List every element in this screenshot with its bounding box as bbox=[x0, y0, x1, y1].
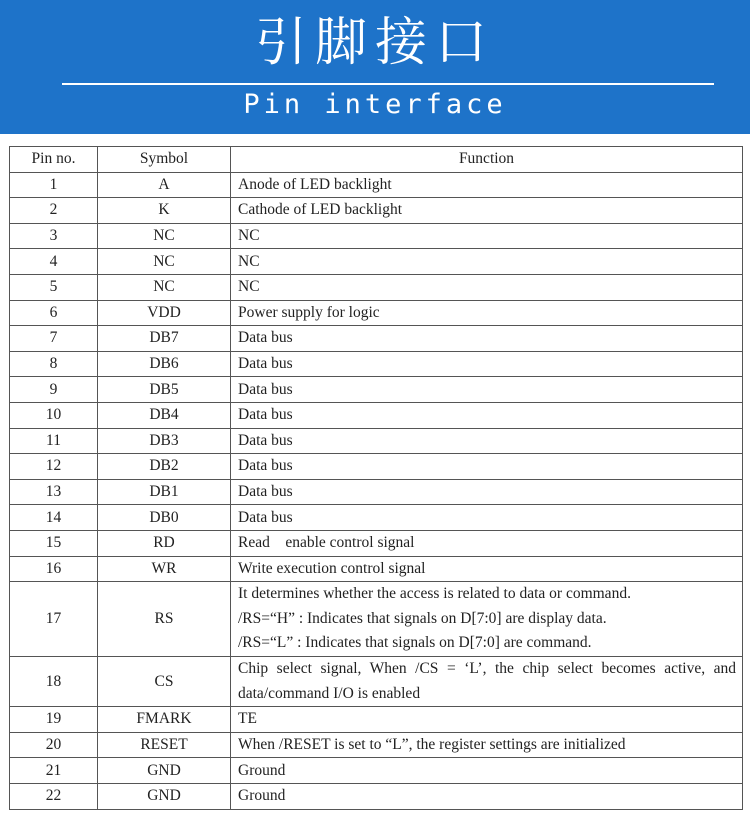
pin-table bbox=[9, 146, 743, 810]
pin-number: 2 bbox=[10, 198, 98, 224]
table-row bbox=[10, 402, 743, 428]
table-row bbox=[10, 530, 743, 556]
header-banner bbox=[0, 0, 750, 134]
pin-symbol: RESET bbox=[98, 732, 231, 758]
pin-symbol: FMARK bbox=[98, 707, 231, 733]
pin-function-line: NC bbox=[238, 278, 260, 296]
page-title: 引脚接口 bbox=[254, 13, 495, 73]
pin-function bbox=[231, 351, 743, 377]
pin-number: 9 bbox=[10, 377, 98, 403]
pin-table-body bbox=[10, 172, 743, 809]
pin-number: 13 bbox=[10, 479, 98, 505]
table-row bbox=[10, 326, 743, 352]
pin-function bbox=[231, 223, 743, 249]
column-header-symbol: Symbol bbox=[98, 147, 231, 173]
pin-symbol: DB1 bbox=[98, 479, 231, 505]
pin-function-line: Data bus bbox=[238, 406, 293, 424]
pin-number: 15 bbox=[10, 530, 98, 556]
column-header-pin: Pin no. bbox=[10, 147, 98, 173]
pin-symbol: GND bbox=[98, 758, 231, 784]
pin-number: 17 bbox=[10, 582, 98, 657]
pin-symbol: DB4 bbox=[98, 402, 231, 428]
pin-number: 8 bbox=[10, 351, 98, 377]
table-row bbox=[10, 428, 743, 454]
pin-function bbox=[231, 326, 743, 352]
pin-function-line: Ground bbox=[238, 787, 286, 805]
pin-function bbox=[231, 454, 743, 480]
pin-function-line: /RS=“L” : Indicates that signals on D[7:0] are command. bbox=[238, 634, 592, 652]
table-row bbox=[10, 198, 743, 224]
pin-function-line: NC bbox=[238, 252, 260, 270]
pin-symbol: RS bbox=[98, 582, 231, 657]
table-row bbox=[10, 274, 743, 300]
pin-symbol: K bbox=[98, 198, 231, 224]
pin-number: 14 bbox=[10, 505, 98, 531]
pin-function bbox=[231, 402, 743, 428]
pin-function bbox=[231, 172, 743, 198]
pin-function bbox=[231, 479, 743, 505]
table-row bbox=[10, 582, 743, 657]
pin-function-line: Anode of LED backlight bbox=[238, 175, 392, 193]
pin-number: 3 bbox=[10, 223, 98, 249]
pin-function bbox=[231, 783, 743, 809]
pin-function-line: Data bus bbox=[238, 380, 293, 398]
pin-function-line: Chip select signal, When /CS = ‘L’, the chip select becomes active, and data/command I/O is enabled bbox=[238, 660, 736, 702]
pin-number: 16 bbox=[10, 556, 98, 582]
pin-number: 11 bbox=[10, 428, 98, 454]
header-divider bbox=[62, 83, 714, 85]
pin-function-line: Cathode of LED backlight bbox=[238, 201, 402, 219]
page-subtitle: Pin interface bbox=[243, 89, 507, 120]
pin-number: 6 bbox=[10, 300, 98, 326]
pin-function bbox=[231, 300, 743, 326]
pin-function-line: Ground bbox=[238, 761, 286, 779]
table-row bbox=[10, 707, 743, 733]
table-row bbox=[10, 377, 743, 403]
pin-symbol: DB3 bbox=[98, 428, 231, 454]
pin-function-line: Data bus bbox=[238, 483, 293, 501]
pin-function bbox=[231, 428, 743, 454]
table-row bbox=[10, 172, 743, 198]
pin-function-line: Data bus bbox=[238, 457, 293, 475]
pin-symbol: NC bbox=[98, 274, 231, 300]
pin-number: 5 bbox=[10, 274, 98, 300]
table-row bbox=[10, 249, 743, 275]
pin-function-line: Data bus bbox=[238, 355, 293, 373]
pin-symbol: DB2 bbox=[98, 454, 231, 480]
pin-function bbox=[231, 582, 743, 657]
pin-symbol: DB0 bbox=[98, 505, 231, 531]
pin-function-line: Data bus bbox=[238, 431, 293, 449]
pin-number: 1 bbox=[10, 172, 98, 198]
pin-function-line: When /RESET is set to “L”, the register settings are initialized bbox=[238, 736, 626, 754]
pin-function-line: /RS=“H” : Indicates that signals on D[7:0] are display data. bbox=[238, 609, 607, 627]
pin-function bbox=[231, 707, 743, 733]
pin-function bbox=[231, 556, 743, 582]
pin-function bbox=[231, 377, 743, 403]
pin-symbol: CS bbox=[98, 657, 231, 707]
pin-number: 4 bbox=[10, 249, 98, 275]
table-row bbox=[10, 454, 743, 480]
pin-symbol: VDD bbox=[98, 300, 231, 326]
pin-function-line: Read enable control signal bbox=[238, 534, 415, 552]
pin-function-line: Data bus bbox=[238, 329, 293, 347]
pin-symbol: DB7 bbox=[98, 326, 231, 352]
pin-number: 18 bbox=[10, 657, 98, 707]
table-row bbox=[10, 300, 743, 326]
pin-symbol: NC bbox=[98, 223, 231, 249]
pin-function bbox=[231, 249, 743, 275]
pin-symbol: RD bbox=[98, 530, 231, 556]
pin-function-line: It determines whether the access is related to data or command. bbox=[238, 585, 631, 603]
pin-number: 22 bbox=[10, 783, 98, 809]
pin-number: 19 bbox=[10, 707, 98, 733]
pin-function bbox=[231, 198, 743, 224]
pin-symbol: A bbox=[98, 172, 231, 198]
pin-function bbox=[231, 657, 743, 707]
table-row bbox=[10, 732, 743, 758]
pin-symbol: DB6 bbox=[98, 351, 231, 377]
table-row bbox=[10, 351, 743, 377]
pin-number: 7 bbox=[10, 326, 98, 352]
pin-function bbox=[231, 505, 743, 531]
table-row bbox=[10, 758, 743, 784]
pin-function bbox=[231, 530, 743, 556]
table-row bbox=[10, 556, 743, 582]
pin-function-line: NC bbox=[238, 227, 260, 245]
pin-number: 21 bbox=[10, 758, 98, 784]
table-row bbox=[10, 223, 743, 249]
pin-symbol: WR bbox=[98, 556, 231, 582]
pin-function bbox=[231, 274, 743, 300]
pin-number: 20 bbox=[10, 732, 98, 758]
pin-function bbox=[231, 758, 743, 784]
pin-function bbox=[231, 732, 743, 758]
table-header-row bbox=[10, 147, 743, 173]
pin-function-line: TE bbox=[238, 710, 257, 728]
table-row bbox=[10, 505, 743, 531]
table-row bbox=[10, 479, 743, 505]
pin-number: 12 bbox=[10, 454, 98, 480]
pin-symbol: DB5 bbox=[98, 377, 231, 403]
pin-number: 10 bbox=[10, 402, 98, 428]
pin-function-line: Power supply for logic bbox=[238, 303, 380, 321]
table-row bbox=[10, 783, 743, 809]
table-row bbox=[10, 657, 743, 707]
column-header-function: Function bbox=[231, 147, 743, 173]
pin-function-line: Data bus bbox=[238, 508, 293, 526]
pin-function-line: Write execution control signal bbox=[238, 559, 426, 577]
pin-symbol: GND bbox=[98, 783, 231, 809]
pin-symbol: NC bbox=[98, 249, 231, 275]
